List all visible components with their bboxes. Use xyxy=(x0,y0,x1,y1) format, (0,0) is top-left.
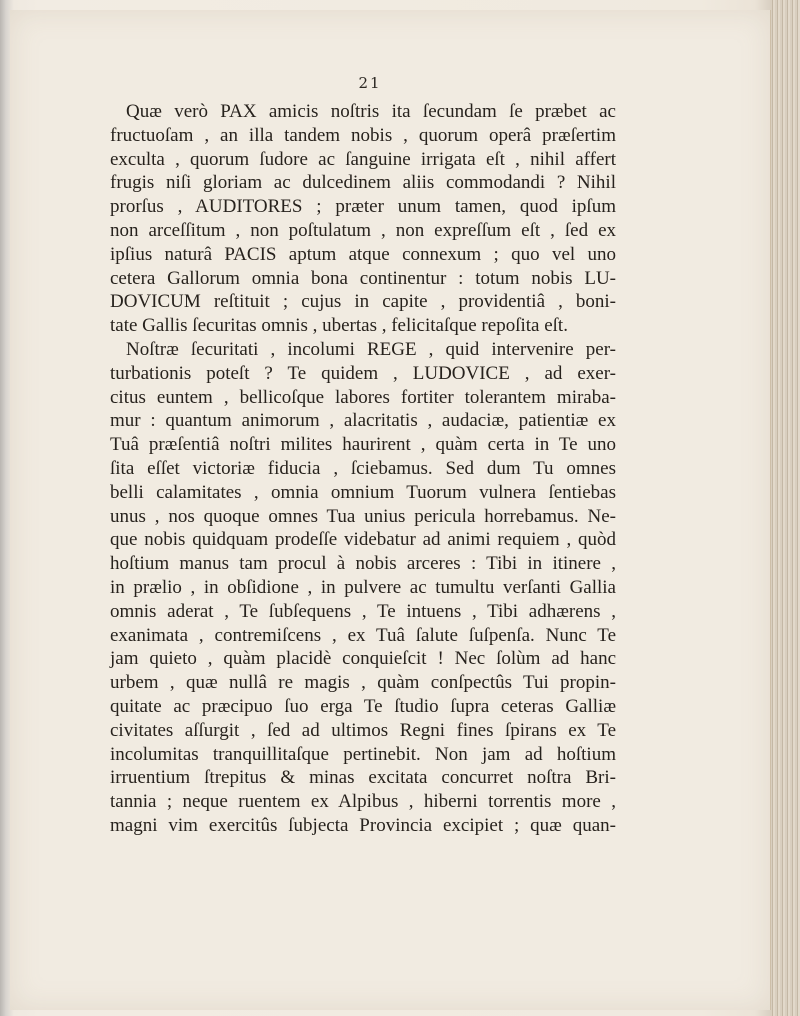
text-line: frugis niſi gloriam ac dulcedinem aliis commodandi ? Nihil xyxy=(110,172,616,194)
text-line: mur : quantum animorum , alacritatis , audaciæ, patientiæ ex xyxy=(110,410,616,432)
text-line: exculta , quorum ſudore ac ſanguine irrigata eſt , nihil affert xyxy=(110,148,616,170)
text-line: Tuâ præſentiâ noſtri milites haurirent , quàm certa in Te uno xyxy=(110,434,616,456)
text-line: urbem , quæ nullâ re magis , quàm conſpectûs Tui propin- xyxy=(110,672,616,694)
text-line: jam quieto , quàm placidè conquieſcit ! Nec ſolùm ad hanc xyxy=(110,648,616,670)
text-line: non arceſſitum , non poſtulatum , non expreſſum eſt , ſed ex xyxy=(110,219,616,241)
text-line: tannia ; neque ruentem ex Alpibus , hiberni torrentis more , xyxy=(110,791,616,813)
text-line: belli calamitates , omnia omnium Tuorum vulnera ſentiebas xyxy=(110,481,616,503)
text-line: ipſius naturâ PACIS aptum atque connexum ; quo vel uno xyxy=(110,243,616,265)
body-text xyxy=(110,100,616,838)
text-line: exanimata , contremiſcens , ex Tuâ ſalute ſuſpenſa. Nunc Te xyxy=(110,624,616,646)
page-number: 21 xyxy=(358,74,382,92)
text-line: DOVICUM reſtituit ; cujus in capite , providentiâ , boni- xyxy=(110,291,616,313)
text-line: civitates aſſurgit , ſed ad ultimos Regni fines ſpirans ex Te xyxy=(110,719,616,741)
text-line: incolumitas tranquillitaſque pertinebit. Non jam ad hoſtium xyxy=(110,743,616,765)
text-line: cetera Gallorum omnia bona continentur : totum nobis LU- xyxy=(110,267,616,289)
text-line: hoſtium manus tam procul à nobis arceres : Tibi in itinere , xyxy=(110,553,616,575)
text-line: Quæ verò PAX amicis noſtris ita ſecundam ſe præbet ac xyxy=(126,101,616,122)
text-line: turbationis poteſt ? Te quidem , LUDOVICE , ad exer- xyxy=(110,362,616,384)
text-line: tate Gallis ſecuritas omnis , ubertas , felicitaſque repoſita eſt. xyxy=(110,315,568,337)
text-line: irruentium ſtrepitus & minas excitata concurret noſtra Bri- xyxy=(110,767,616,789)
text-line: fructuoſam , an illa tandem nobis , quorum operâ præſertim xyxy=(110,124,616,146)
text-line: prorſus , AUDITORES ; præter unum tamen, quod ipſum xyxy=(110,196,616,218)
page-edge-stack xyxy=(770,0,800,1016)
text-line: que nobis quidquam prodeſſe videbatur ad animi requiem , quòd xyxy=(110,529,616,551)
text-line: unus , nos quoque omnes Tua unius pericula horrebamus. Ne- xyxy=(110,505,616,527)
text-line: in prælio , in obſidione , in pulvere ac tumultu verſanti Gallia xyxy=(110,576,616,598)
text-line: quitate ac præcipuo ſuo erga Te ſtudio ſupra ceteras Galliæ xyxy=(110,695,616,717)
text-line: Noſtræ ſecuritati , incolumi REGE , quid intervenire per- xyxy=(126,338,616,360)
text-line: citus euntem , bellicoſque labores fortiter tolerantem miraba- xyxy=(110,386,616,408)
text-line: magni vim exercitûs ſubjecta Provincia excipiet ; quæ quan- xyxy=(110,814,616,836)
text-line: ſita eſſet victoriæ fiducia , ſciebamus. Sed dum Tu omnes xyxy=(110,457,616,479)
text-line: omnis aderat , Te ſubſequens , Te intuens , Tibi adhærens , xyxy=(110,600,616,622)
